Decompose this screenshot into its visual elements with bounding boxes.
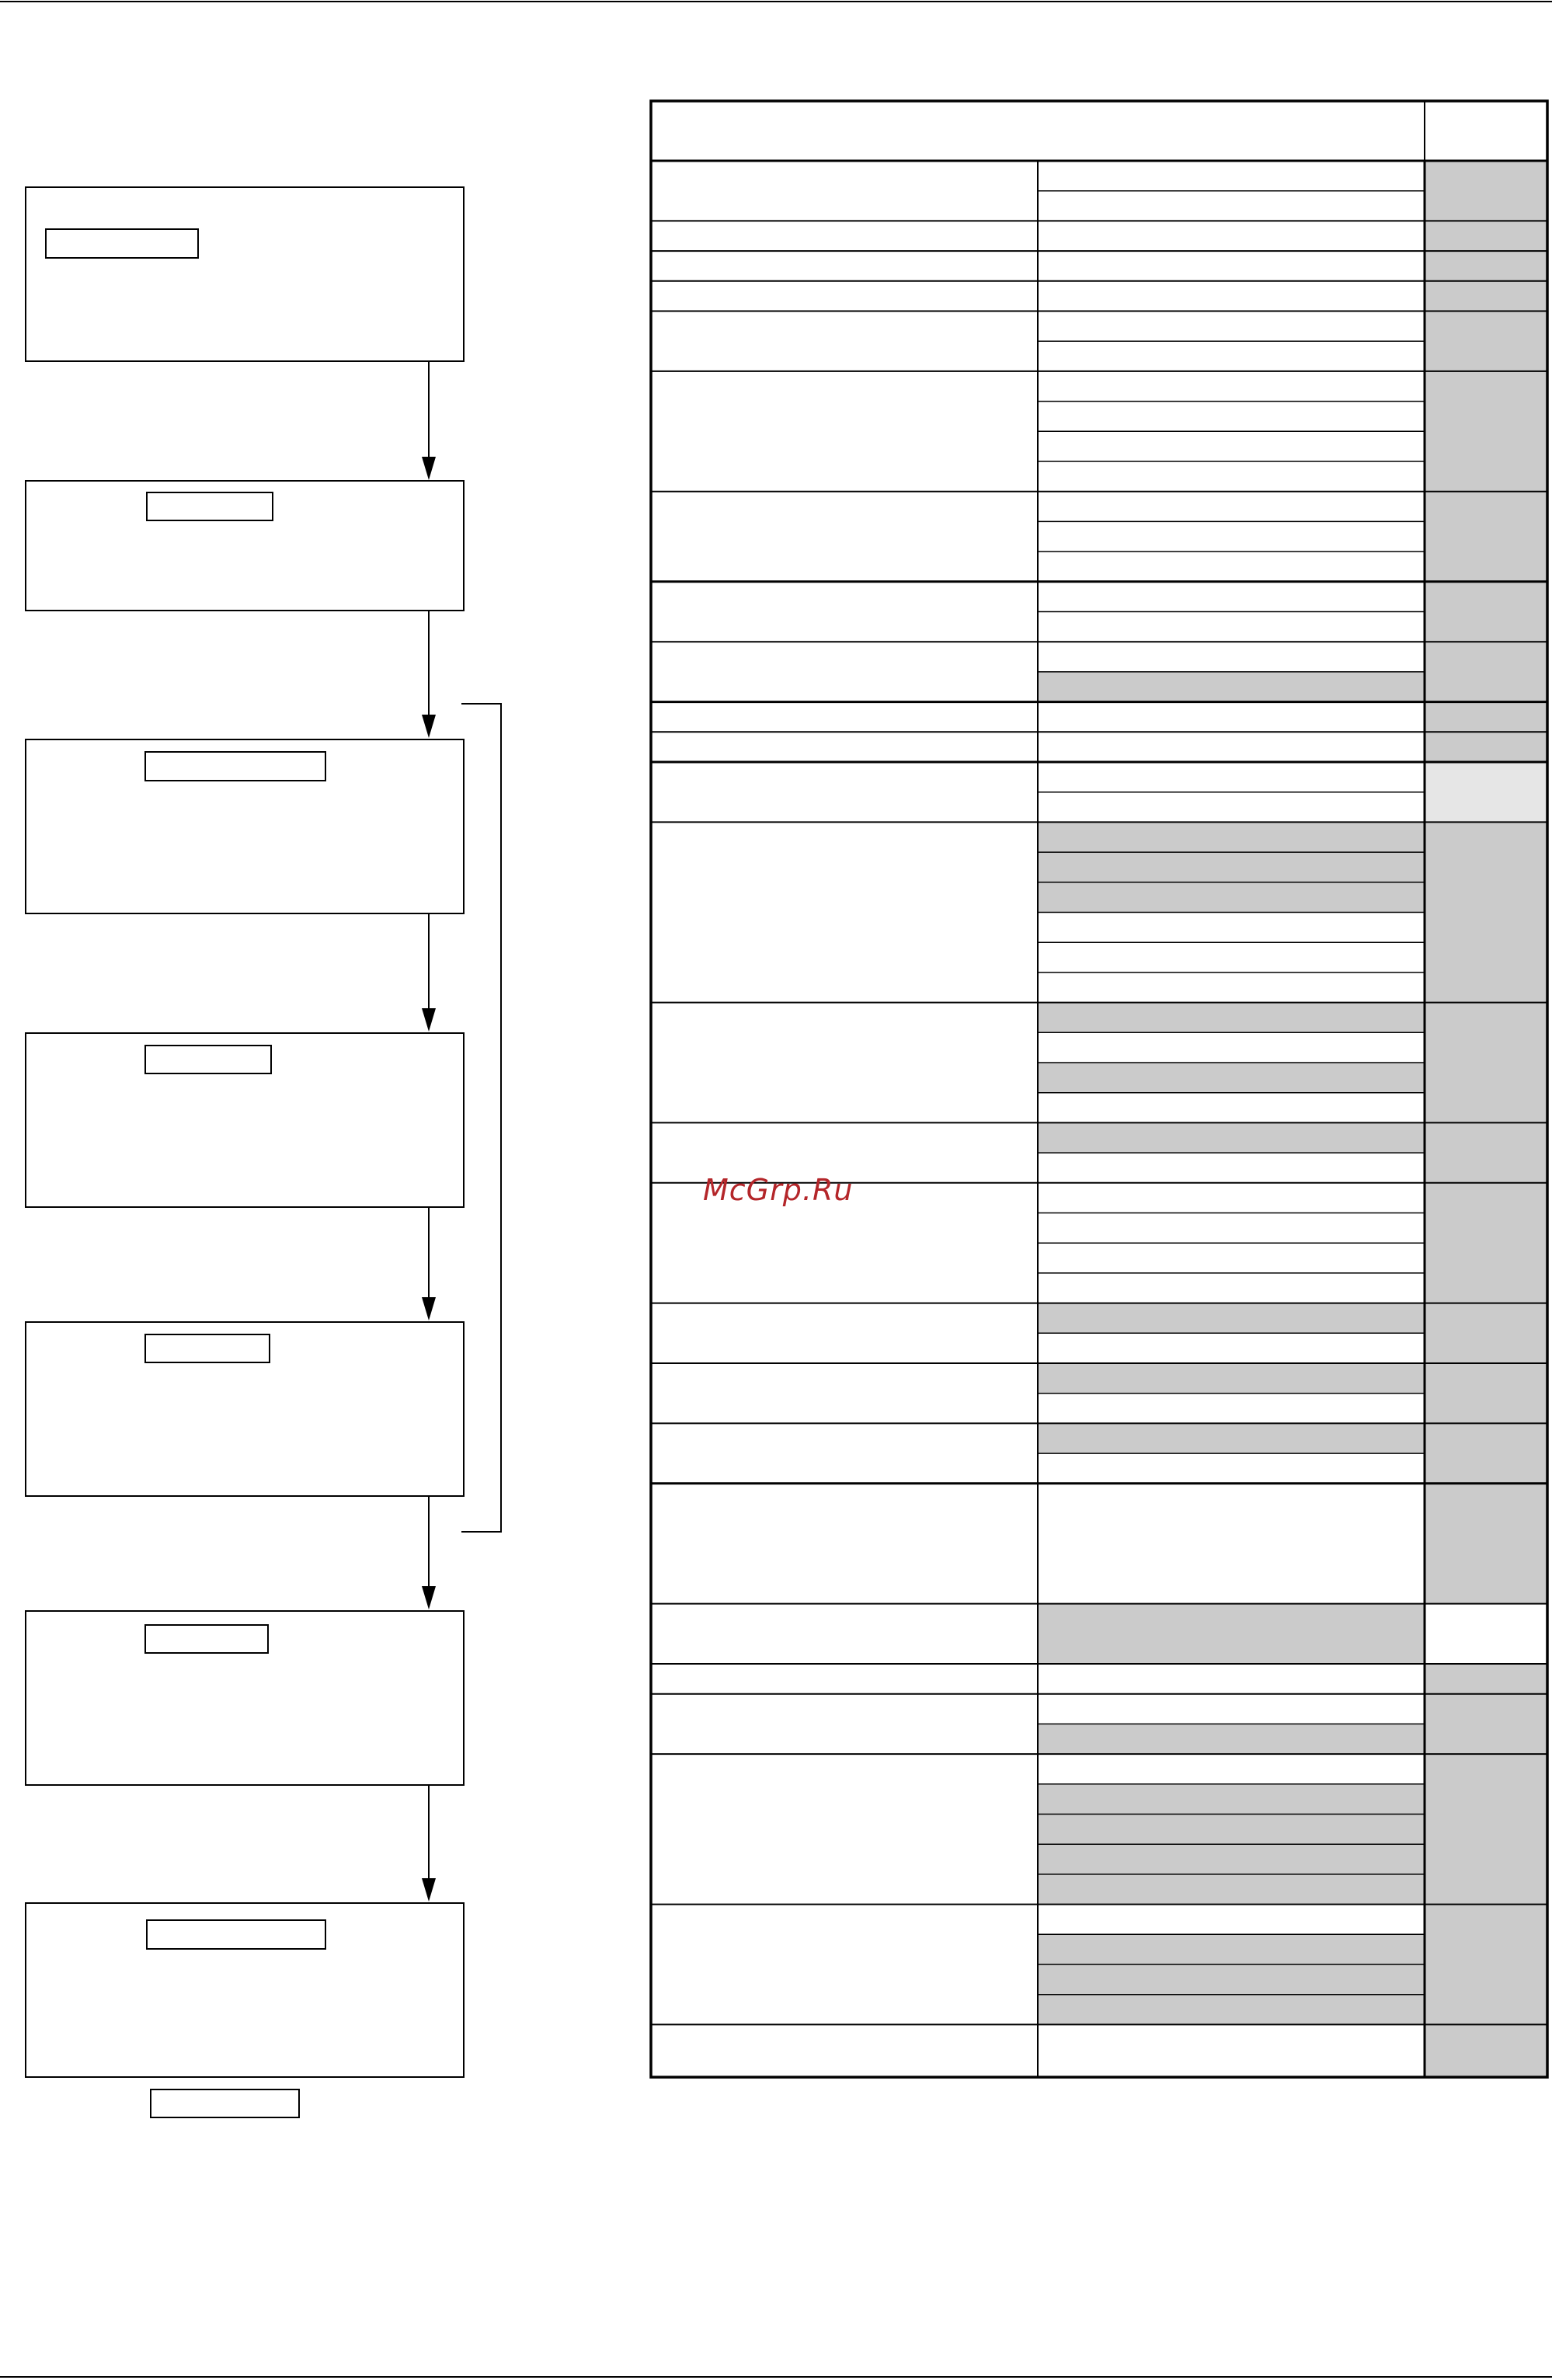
- table-group-14-option-4: [1038, 1093, 1425, 1123]
- table-group-7-option-1: [1038, 492, 1425, 522]
- table-group-3-status-cell: [1425, 251, 1547, 281]
- table-group-22-option-1: [1038, 1664, 1425, 1694]
- table-group-19-option-1: [1038, 1423, 1425, 1453]
- table-group-14-status-cell: [1425, 1003, 1547, 1123]
- table-group-6-status-cell: [1425, 371, 1547, 492]
- table-group-14-option-2: [1038, 1032, 1425, 1063]
- table-group-4-status-cell: [1425, 281, 1547, 311]
- table-group-16-option-2: [1038, 1213, 1425, 1244]
- table-group-15-status-cell: [1425, 1122, 1547, 1182]
- table-group-18-option-2: [1038, 1394, 1425, 1424]
- table-group-9-option-2: [1038, 672, 1425, 702]
- table-group-6-option-1: [1038, 371, 1425, 402]
- table-group-8-option-2: [1038, 612, 1425, 642]
- table-group-15-option-1: [1038, 1122, 1425, 1153]
- table-group-8-status-cell: [1425, 582, 1547, 642]
- table-group-13-option-2: [1038, 852, 1425, 882]
- table-group-26-status-cell: [1425, 2024, 1547, 2077]
- table-group-3-option-1: [1038, 251, 1425, 281]
- table-group-2-status-cell: [1425, 221, 1547, 251]
- table-group-25-option-4: [1038, 1995, 1425, 2025]
- table-group-19-status-cell: [1425, 1423, 1547, 1483]
- table-group-16-option-3: [1038, 1243, 1425, 1273]
- table-group-5-status-cell: [1425, 311, 1547, 371]
- table-group-5-option-2: [1038, 341, 1425, 371]
- table-group-16-status-cell: [1425, 1183, 1547, 1303]
- table-group-1-status-cell: [1425, 161, 1547, 221]
- table-group-11-option-1: [1038, 732, 1425, 762]
- table-group-23-option-2: [1038, 1724, 1425, 1754]
- table-group-4-option-1: [1038, 281, 1425, 311]
- table-header: [651, 101, 1547, 161]
- table-group-10-option-1: [1038, 702, 1425, 732]
- table-group-18-status-cell: [1425, 1363, 1547, 1423]
- table-group-21-value-cell: [1038, 1604, 1425, 1664]
- table-group-7-option-2: [1038, 521, 1425, 552]
- table-group-9-option-1: [1038, 642, 1425, 672]
- table-group-13-option-5: [1038, 942, 1425, 973]
- table-group-7-status-cell: [1425, 492, 1547, 582]
- table-group-9-status-cell: [1425, 642, 1547, 701]
- table-group-25-option-1: [1038, 1905, 1425, 1935]
- table-group-14-option-3: [1038, 1063, 1425, 1093]
- table-group-15-option-2: [1038, 1153, 1425, 1183]
- table-group-13-option-4: [1038, 913, 1425, 943]
- table-group-25-status-cell: [1425, 1905, 1547, 2025]
- table-group-16-option-1: [1038, 1183, 1425, 1213]
- table-group-23-status-cell: [1425, 1694, 1547, 1754]
- table-group-17-option-1: [1038, 1303, 1425, 1334]
- table-group-24-option-4: [1038, 1844, 1425, 1874]
- table-group-6-option-4: [1038, 461, 1425, 492]
- table-group-13-status-cell: [1425, 822, 1547, 1002]
- table-group-24-option-1: [1038, 1754, 1425, 1784]
- table-group-14-option-1: [1038, 1003, 1425, 1033]
- table-group-12-status-cell: [1425, 762, 1547, 822]
- table-group-7-option-3: [1038, 552, 1425, 582]
- table-group-25-option-3: [1038, 1964, 1425, 1995]
- table-group-2-option-1: [1038, 221, 1425, 251]
- table-group-5-option-1: [1038, 311, 1425, 342]
- table-group-17-option-2: [1038, 1333, 1425, 1363]
- table-group-11-status-cell: [1425, 732, 1547, 762]
- table-group-26-value-cell: [1038, 2024, 1425, 2077]
- table-group-1-option-1: [1038, 161, 1425, 191]
- table-group-10-status-cell: [1425, 702, 1547, 732]
- table-group-19-option-2: [1038, 1453, 1425, 1484]
- table-group-6-option-3: [1038, 431, 1425, 461]
- table-group-24-status-cell: [1425, 1754, 1547, 1905]
- table-group-13-option-6: [1038, 973, 1425, 1003]
- table-group-24-option-2: [1038, 1784, 1425, 1815]
- table-group-20-value-cell: [1038, 1484, 1425, 1604]
- table-group-18-option-1: [1038, 1363, 1425, 1394]
- table-group-20-status-cell: [1425, 1484, 1547, 1604]
- watermark-text: McGrp.Ru: [703, 1173, 854, 1207]
- table-group-12-option-1: [1038, 762, 1425, 792]
- table-group-22-status-cell: [1425, 1664, 1547, 1694]
- table-group-6-option-2: [1038, 402, 1425, 432]
- table-group-13-option-3: [1038, 882, 1425, 913]
- table-group-17-status-cell: [1425, 1303, 1547, 1363]
- table-group-24-option-5: [1038, 1874, 1425, 1905]
- table-group-24-option-3: [1038, 1815, 1425, 1845]
- table-group-13-option-1: [1038, 822, 1425, 852]
- table-group-21-status-cell: [1425, 1604, 1547, 1664]
- table-group-25-option-2: [1038, 1934, 1425, 1964]
- table-group-1-option-2: [1038, 191, 1425, 221]
- table-group-23-option-1: [1038, 1694, 1425, 1724]
- table-group-12-option-2: [1038, 792, 1425, 823]
- table-group-16-option-4: [1038, 1273, 1425, 1303]
- table-group-8-option-1: [1038, 582, 1425, 612]
